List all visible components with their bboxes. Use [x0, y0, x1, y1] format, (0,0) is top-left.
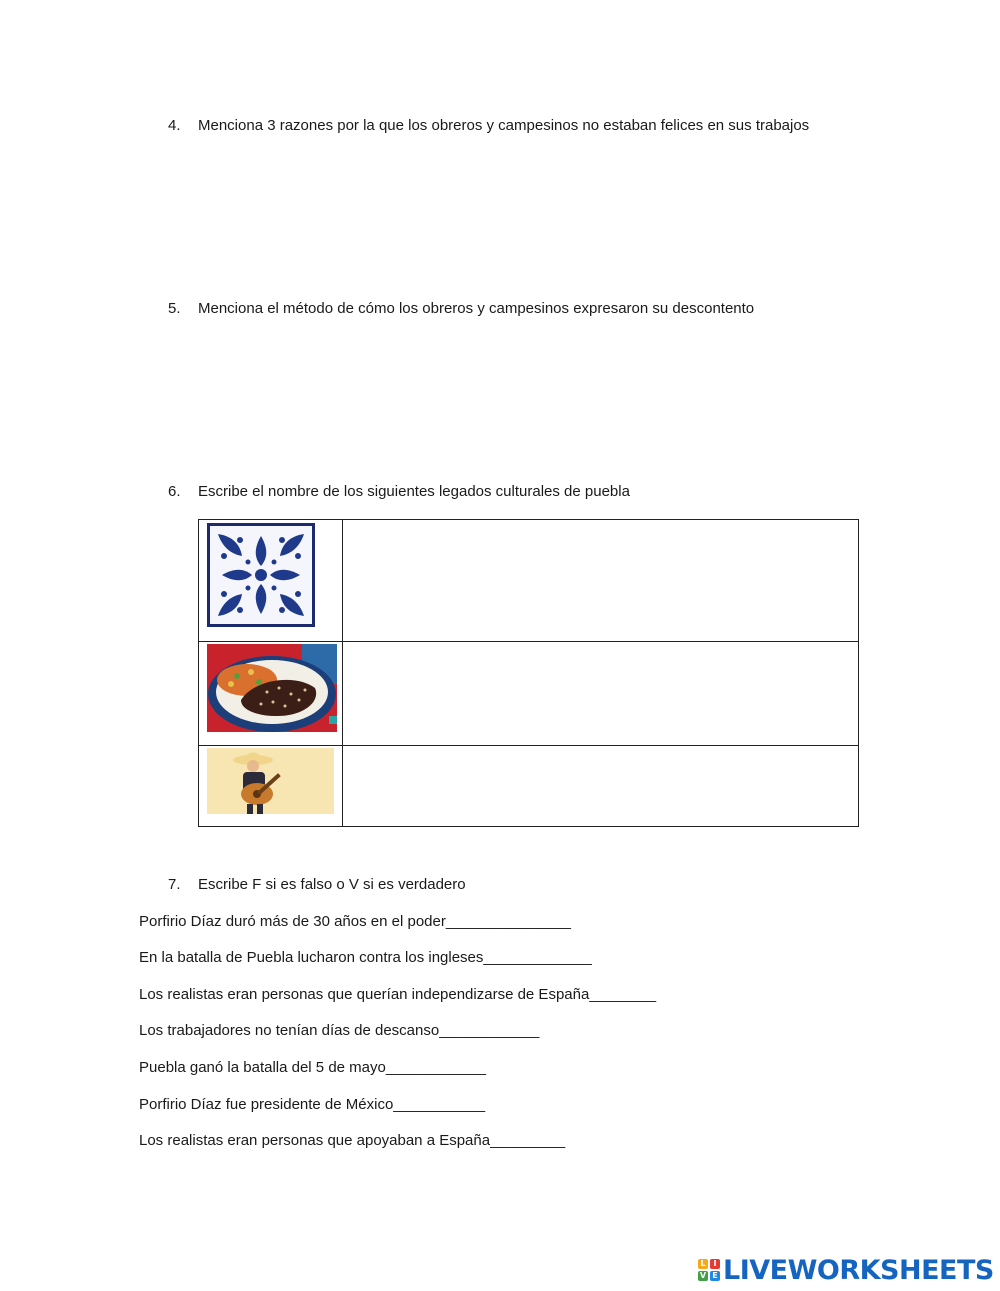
- answer-blank[interactable]: _______________: [445, 913, 571, 930]
- statement-text: Puebla ganó la batalla del 5 de mayo: [139, 1059, 386, 1076]
- answer-cell[interactable]: [343, 520, 859, 642]
- question-4: [168, 117, 809, 134]
- question-text: Escribe F si es falso o V si es verdadero: [198, 876, 466, 893]
- mariachi-guitarist-image: [207, 748, 334, 814]
- statement-7: [139, 1132, 565, 1149]
- statement-4: [139, 1022, 539, 1039]
- table-row: [199, 746, 859, 827]
- answer-blank[interactable]: _____________: [483, 949, 592, 966]
- image-cell: [199, 642, 343, 746]
- mole-poblano-image: [207, 644, 337, 732]
- answer-blank[interactable]: ________: [589, 986, 657, 1003]
- logo-wordmark: LIVEWORKSHEETS: [723, 1254, 994, 1286]
- question-number: 6.: [168, 483, 181, 500]
- question-text: Menciona el método de cómo los obreros y campesinos expresaron su descontento: [198, 300, 755, 317]
- question-7: [168, 876, 466, 893]
- logo-blocks-icon: [698, 1259, 720, 1281]
- answer-cell[interactable]: [343, 642, 859, 746]
- question-5: [168, 300, 754, 317]
- statement-text: Porfirio Díaz fue presidente de México: [139, 1096, 394, 1113]
- cultural-legacy-table: [198, 519, 859, 827]
- statement-text: Los trabajadores no tenían días de descanso: [139, 1022, 440, 1039]
- logo-letter: E: [710, 1271, 720, 1281]
- question-number: 7.: [168, 876, 181, 893]
- liveworksheets-logo: [698, 1255, 994, 1285]
- talavera-pattern-icon: [210, 526, 312, 624]
- statement-text: Los realistas eran personas que apoyaban a España: [139, 1132, 491, 1149]
- answer-cell[interactable]: [343, 746, 859, 827]
- logo-letter: L: [698, 1259, 708, 1269]
- logo-letter: V: [699, 1271, 707, 1280]
- statement-2: [139, 949, 592, 966]
- answer-blank[interactable]: ___________: [393, 1096, 486, 1113]
- statement-3: [139, 986, 656, 1003]
- question-text: Escribe el nombre de los siguientes legados culturales de puebla: [198, 483, 630, 500]
- logo-letter: I: [710, 1259, 720, 1269]
- question-text: Menciona 3 razones por la que los obreros y campesinos no estaban felices en sus trabajos: [198, 117, 810, 134]
- question-number: 4.: [168, 117, 181, 134]
- statement-text: Los realistas eran personas que querían independizarse de España: [139, 986, 590, 1003]
- statement-text: Porfirio Díaz duró más de 30 años en el poder: [139, 913, 446, 930]
- question-number: 5.: [168, 300, 181, 317]
- image-cell: [199, 520, 343, 642]
- answer-blank[interactable]: ____________: [385, 1059, 486, 1076]
- answer-blank[interactable]: _________: [490, 1132, 566, 1149]
- question-6: [168, 483, 630, 500]
- answer-blank[interactable]: ____________: [439, 1022, 540, 1039]
- statement-6: [139, 1096, 485, 1113]
- table-row: [199, 520, 859, 642]
- image-cell: [199, 746, 343, 827]
- statement-1: [139, 913, 571, 930]
- statement-5: [139, 1059, 486, 1076]
- statement-text: En la batalla de Puebla lucharon contra los ingleses: [139, 949, 484, 966]
- talavera-tile-image: [207, 523, 315, 627]
- table-row: [199, 642, 859, 746]
